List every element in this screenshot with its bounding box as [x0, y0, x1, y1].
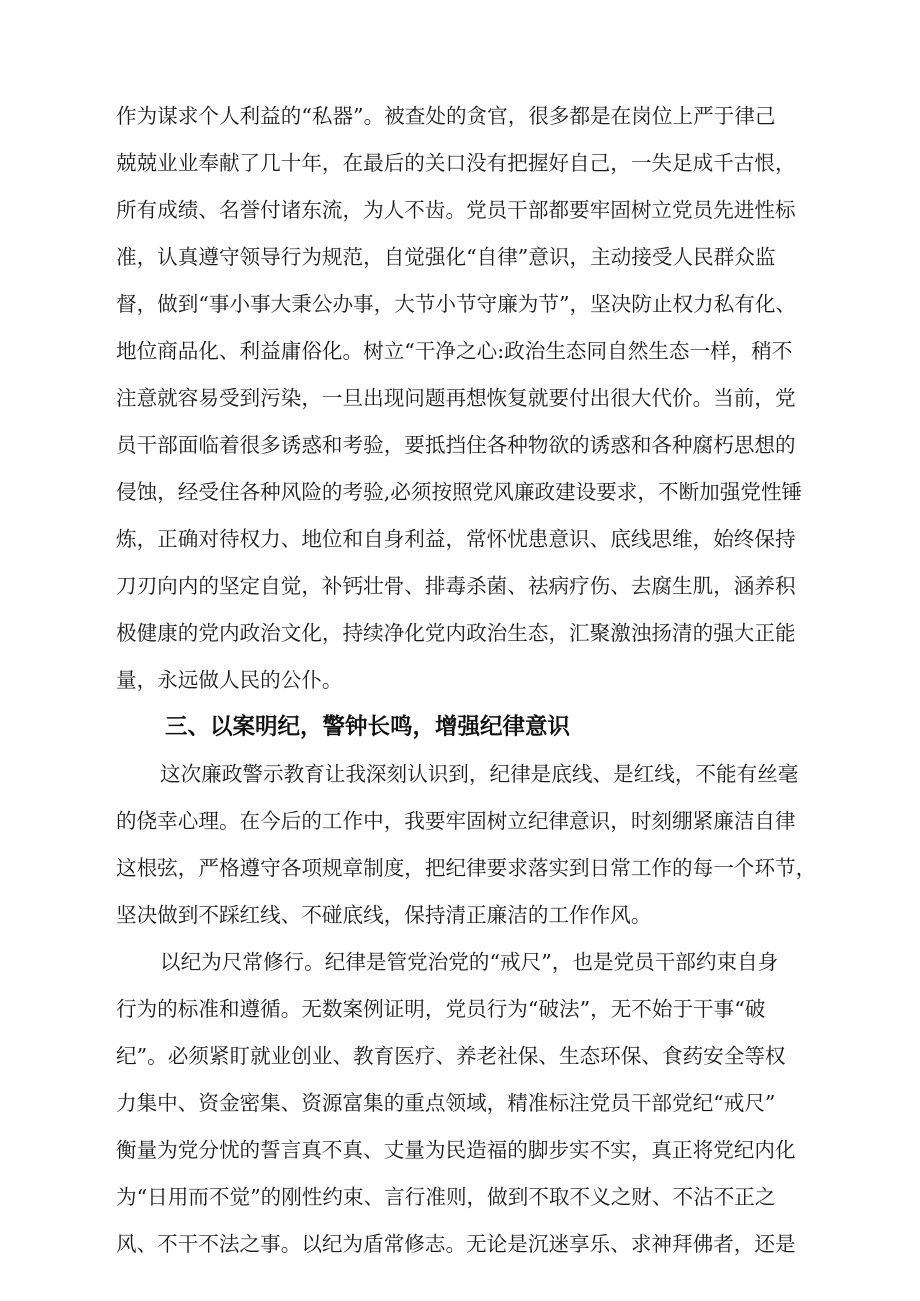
body-line: 这根弦，严格遵守各项规章制度，把纪律要求落实到日常工作的每一个环节，: [116, 856, 817, 880]
body-line: 所有成绩、名誉付诸东流，为人不齿。党员干部都要牢固树立党员先进性标: [116, 198, 796, 222]
body-line: 准，认真遵守领导行为规范，自觉强化“自律”意识，主动接受人民群众监: [116, 245, 776, 269]
body-line: 行为的标准和遵循。无数案例证明，党员行为“破法”，无不始于干事“破: [116, 997, 766, 1021]
body-line: 作为谋求个人利益的“私器”。被查处的贪官，很多都是在岗位上严于律己: [116, 104, 776, 128]
body-line: 极健康的党内政治文化，持续净化党内政治生态，汇聚激浊扬清的强大正能: [116, 621, 796, 645]
body-line: 地位商品化、利益庸俗化。树立“干净之心:政治生态同自然生态一样，稍不: [116, 339, 793, 363]
body-line: 炼，正确对待权力、地位和自身利益，常怀忧患意识、底线思维，始终保持: [116, 527, 796, 551]
body-line: 刀刃向内的坚定自觉，补钙壮骨、排毒杀菌、祛病疗伤、去腐生肌，涵养积: [116, 574, 796, 598]
body-line: 兢兢业业奉献了几十年，在最后的关口没有把握好自己，一失足成千古恨，: [116, 151, 796, 175]
body-line: 力集中、资金密集、资源富集的重点领域，精准标注党员干部党纪“戒尺”: [116, 1091, 776, 1115]
body-line: 的侥幸心理。在今后的工作中，我要牢固树立纪律意识，时刻绷紧廉洁自律: [116, 809, 796, 833]
body-line: 侵蚀，经受住各种风险的考验,必须按照党风廉政建设要求，不断加强党性锤: [116, 480, 803, 504]
body-line: 纪”。必须紧盯就业创业、教育医疗、养老社保、生态环保、食药安全等权: [116, 1044, 786, 1068]
body-line: 风、不干不法之事。以纪为盾常修志。无论是沉迷享乐、求神拜佛者，还是: [116, 1232, 796, 1256]
body-line: 督，做到“事小事大秉公办事，大节小节守廉为节”，坚决防止权力私有化、: [116, 292, 797, 316]
body-line: 量，永远做人民的公仆。: [116, 668, 343, 692]
paragraph-first-line: 以纪为尺常修行。纪律是管党治党的“戒尺”，也是党员干部约束自身: [160, 950, 779, 974]
body-line: 坚决做到不踩红线、不碰底线，保持清正廉洁的工作作风。: [116, 903, 652, 927]
body-line: 为“日用而不觉”的刚性约束、言行准则，做到不取不义之财、不沾不正之: [116, 1185, 776, 1209]
body-line: 员干部面临着很多诱惑和考验，要抵挡住各种物欲的诱惑和各种腐朽思想的: [116, 433, 796, 457]
paragraph-first-line: 这次廉政警示教育让我深刻认识到，纪律是底线、是红线，不能有丝毫: [160, 762, 799, 786]
body-line: 衡量为党分忧的誓言真不真、丈量为民造福的脚步实不实，真正将党纪内化: [116, 1138, 796, 1162]
body-line: 注意就容易受到污染，一旦出现问题再想恢复就要付出很大代价。当前，党: [116, 386, 796, 410]
section-heading: 三、以案明纪，警钟长鸣，增强纪律意识: [165, 714, 571, 740]
